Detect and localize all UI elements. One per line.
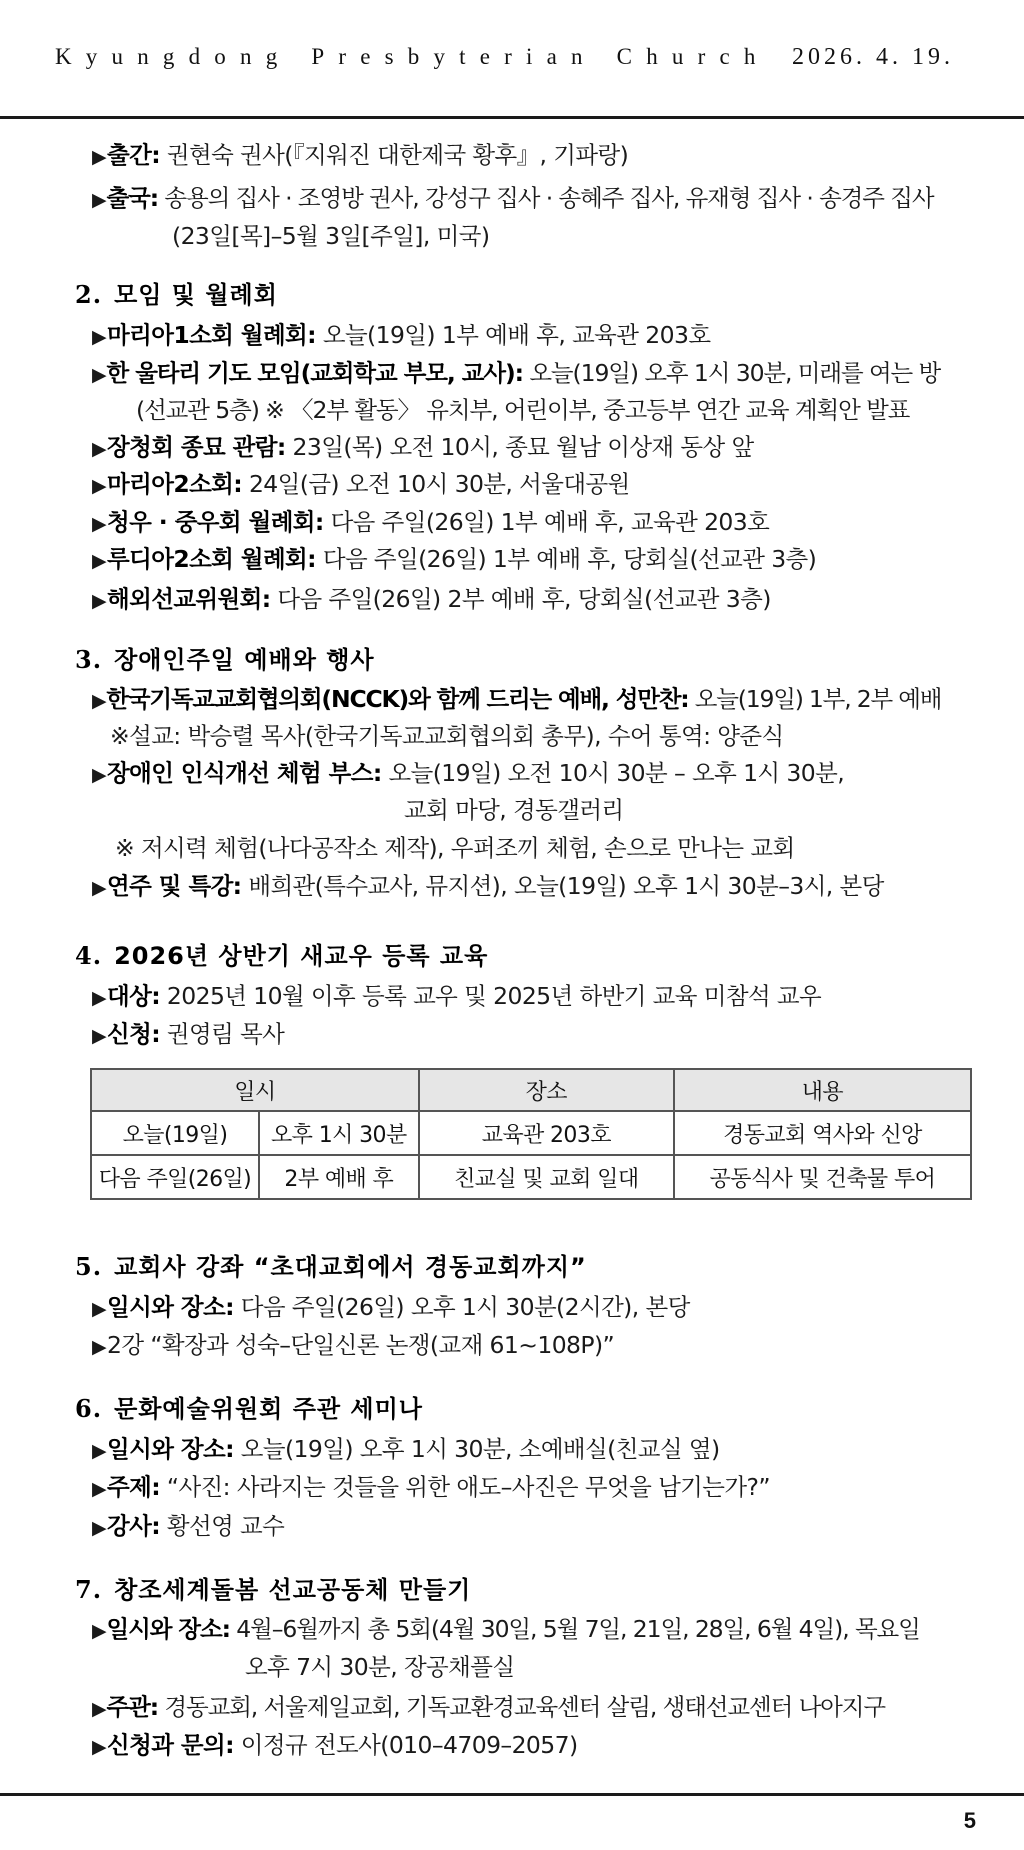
table-cell: 다음 주일(26일): [91, 1155, 259, 1199]
list-item: [92, 1690, 885, 1726]
bullet-arrow-icon: ▶: [92, 1620, 106, 1642]
section-title: 창조세계돌봄 선교공동체 만들기: [114, 1576, 472, 1604]
list-item: [92, 430, 754, 466]
list-item-note: [115, 831, 795, 865]
list-item-note: [110, 719, 784, 753]
section-title: 모임 및 월례회: [114, 281, 278, 309]
section-title: 장애인주일 예배와 행사: [114, 646, 375, 674]
column-header-content: 내용: [674, 1069, 971, 1111]
section-title: 문화예술위원회 주관 세미나: [114, 1395, 423, 1423]
item-label: 주제:: [107, 1473, 161, 1501]
table-cell: 오늘(19일): [91, 1111, 259, 1155]
section-heading: [75, 1392, 423, 1426]
item-label: 연주 및 특강:: [107, 872, 242, 900]
page-header: [0, 0, 1024, 118]
list-item: [92, 181, 933, 217]
section-heading: [75, 643, 375, 677]
list-item: [92, 1728, 578, 1764]
item-label: 한국기독교교회협의회(NCCK)와 함께 드리는 예배, 성만찬:: [106, 685, 689, 713]
item-text: 오늘(19일) 오후 1시 30분, 미래를 여는 방: [522, 359, 941, 387]
list-item-continuation: [172, 219, 489, 253]
item-label: 출국:: [106, 184, 159, 212]
item-label: 대상:: [107, 982, 161, 1010]
bullet-arrow-icon: ▶: [92, 364, 106, 386]
item-text: 다음 주일(26일) 2부 예배 후, 당회실(선교관 3층): [270, 585, 771, 613]
table-cell: 교육관 203호: [419, 1111, 674, 1155]
item-text: 송용의 집사 · 조영방 권사, 강성구 집사 · 송혜주 집사, 유재형 집사 · 송경주 집사: [158, 184, 934, 212]
list-item: [92, 1432, 720, 1468]
section-title: 교회사 강좌 “초대교회에서 경동교회까지”: [114, 1253, 587, 1281]
item-label: 일시와 장소:: [107, 1435, 234, 1463]
item-text: ※ 저시력 체험(나다공작소 제작), 우퍼조끼 체험, 손으로 만나는 교회: [115, 834, 795, 862]
table-cell: 경동교회 역사와 신앙: [674, 1111, 971, 1155]
item-label: 일시와 장소:: [106, 1615, 230, 1643]
list-item: [92, 1017, 284, 1053]
section-heading: [75, 278, 278, 312]
item-label: 루디아2소회 월례회:: [107, 545, 316, 573]
page-number: 5: [963, 1808, 976, 1833]
item-text: 교회 마당, 경동갤러리: [404, 796, 624, 824]
bullet-arrow-icon: ▶: [92, 189, 106, 211]
bullet-arrow-icon: ▶: [92, 1440, 107, 1462]
church-name: Kyungdong Presbyterian Church: [55, 44, 770, 69]
list-item: [92, 1328, 614, 1364]
section-number: 3.: [75, 645, 103, 674]
item-text: 오늘(19일) 오후 1시 30분, 소예배실(친교실 옆): [233, 1435, 720, 1463]
item-text: 23일(목) 오전 10시, 종묘 월남 이상재 동상 앞: [285, 433, 754, 461]
section-number: 2.: [75, 280, 103, 309]
table-cell: 친교실 및 교회 일대: [419, 1155, 674, 1199]
item-label: 강사:: [107, 1512, 161, 1540]
item-text: 2025년 10월 이후 등록 교우 및 2025년 하반기 교육 미참석 교우: [160, 982, 822, 1010]
list-item: [92, 756, 844, 792]
list-item: [92, 582, 771, 618]
bullet-arrow-icon: ▶: [92, 987, 107, 1009]
item-text: 배희관(특수교사, 뮤지션), 오늘(19일) 오후 1시 30분–3시, 본당: [241, 872, 884, 900]
list-item: [92, 1509, 284, 1545]
item-text: 권현숙 권사(『지워진 대한제국 황후』, 기파랑): [160, 141, 629, 169]
list-item: [92, 356, 940, 392]
section-heading: [75, 1573, 471, 1607]
item-text: 황선영 교수: [160, 1512, 285, 1540]
list-item: [92, 1470, 770, 1506]
item-text: 다음 주일(26일) 오후 1시 30분(2시간), 본당: [233, 1293, 690, 1321]
bulletin-date: 2026. 4. 19.: [792, 44, 954, 70]
item-text: (23일[목]–5월 3일[주일], 미국): [172, 222, 490, 250]
item-text: 경동교회, 서울제일교회, 기독교환경교육센터 살림, 생태선교센터 나아지구: [158, 1693, 885, 1721]
item-label: 장청회 종묘 관람:: [107, 433, 286, 461]
bullet-arrow-icon: ▶: [92, 877, 107, 899]
item-text: ※설교: 박승렬 목사(한국기독교교회협의회 총무), 수어 통역: 양준식: [110, 722, 784, 750]
item-label: 해외선교위원회:: [107, 585, 271, 613]
section-number: 7.: [75, 1575, 103, 1604]
bullet-arrow-icon: ▶: [92, 1698, 106, 1720]
table-header-row: [91, 1069, 971, 1111]
item-label: 한 울타리 기도 모임(교회학교 부모, 교사):: [106, 359, 523, 387]
bullet-arrow-icon: ▶: [92, 1298, 107, 1320]
section-number: 6.: [75, 1394, 103, 1423]
bullet-arrow-icon: ▶: [92, 690, 106, 712]
item-label: 장애인 인식개선 체험 부스:: [107, 759, 382, 787]
list-item: [92, 467, 630, 503]
item-text: 2강 “확장과 성숙–단일신론 논쟁(교재 61~108P)”: [107, 1331, 615, 1359]
column-header-datetime: 일시: [91, 1069, 419, 1111]
item-label: 신청과 문의:: [107, 1731, 234, 1759]
list-item: [92, 1612, 920, 1648]
bullet-arrow-icon: ▶: [92, 1025, 107, 1047]
bullet-arrow-icon: ▶: [92, 438, 107, 460]
item-text: 오늘(19일) 1부, 2부 예배: [688, 685, 942, 713]
footer-divider: [0, 1793, 1024, 1796]
table-cell: 공동식사 및 건축물 투어: [674, 1155, 971, 1199]
item-text: 24일(금) 오전 10시 30분, 서울대공원: [242, 470, 630, 498]
table-cell: 2부 예배 후: [259, 1155, 419, 1199]
list-item: [92, 318, 710, 354]
item-label: 일시와 장소:: [107, 1293, 234, 1321]
table-cell: 오후 1시 30분: [259, 1111, 419, 1155]
item-text: 오늘(19일) 오전 10시 30분 – 오후 1시 30분,: [381, 759, 845, 787]
item-label: 출간:: [107, 141, 161, 169]
section-heading: [75, 1250, 587, 1284]
item-label: 마리아2소회:: [107, 470, 243, 498]
item-text: “사진: 사라지는 것들을 위한 애도–사진은 무엇을 남기는가?”: [160, 1473, 770, 1501]
column-header-place: 장소: [419, 1069, 674, 1111]
table-row: [91, 1155, 971, 1199]
bullet-arrow-icon: ▶: [92, 513, 107, 535]
item-text: 다음 주일(26일) 1부 예배 후, 교육관 203호: [323, 508, 770, 536]
list-item-continuation: [136, 393, 909, 427]
item-text: 다음 주일(26일) 1부 예배 후, 당회실(선교관 3층): [315, 545, 817, 573]
bullet-arrow-icon: ▶: [92, 1517, 107, 1539]
item-label: 신청:: [107, 1020, 161, 1048]
bullet-arrow-icon: ▶: [92, 764, 107, 786]
list-item-continuation: [245, 1650, 514, 1684]
list-item: [92, 869, 884, 905]
bullet-arrow-icon: ▶: [92, 475, 107, 497]
section-number: 5.: [75, 1252, 103, 1281]
bullet-arrow-icon: ▶: [92, 146, 107, 168]
section-number: 4.: [75, 941, 103, 970]
table-row: [91, 1111, 971, 1155]
item-text: 권영림 목사: [160, 1020, 285, 1048]
list-item: [92, 682, 941, 718]
bullet-arrow-icon: ▶: [92, 1478, 107, 1500]
item-text: 이정규 전도사(010–4709–2057): [233, 1731, 578, 1759]
item-label: 청우 · 중우회 월례회:: [107, 508, 324, 536]
list-item: [92, 542, 816, 578]
bullet-arrow-icon: ▶: [92, 1736, 107, 1758]
list-item-continuation: [404, 793, 624, 827]
item-text: 오후 7시 30분, 장공채플실: [245, 1653, 515, 1681]
bullet-arrow-icon: ▶: [92, 326, 107, 348]
item-text: 오늘(19일) 1부 예배 후, 교육관 203호: [315, 321, 711, 349]
item-text: (선교관 5층) ※ 〈2부 활동〉 유치부, 어린이부, 중고등부 연간 교육 계획안 발표: [136, 396, 910, 424]
item-text: 4월–6월까지 총 5회(4월 30일, 5월 7일, 21일, 28일, 6월 4일), 목요일: [229, 1615, 920, 1643]
bullet-arrow-icon: ▶: [92, 590, 107, 612]
list-item: [92, 979, 821, 1015]
header-divider: [0, 116, 1024, 119]
section-heading: [75, 939, 488, 973]
list-item: [92, 138, 628, 174]
section-title: 2026년 상반기 새교우 등록 교육: [114, 942, 489, 970]
orientation-schedule-table: [90, 1068, 972, 1200]
list-item: [92, 505, 769, 541]
bullet-arrow-icon: ▶: [92, 550, 107, 572]
list-item: [92, 1290, 690, 1326]
item-label: 주관:: [106, 1693, 159, 1721]
item-label: 마리아1소회 월례회:: [107, 321, 316, 349]
bullet-arrow-icon: ▶: [92, 1336, 107, 1358]
